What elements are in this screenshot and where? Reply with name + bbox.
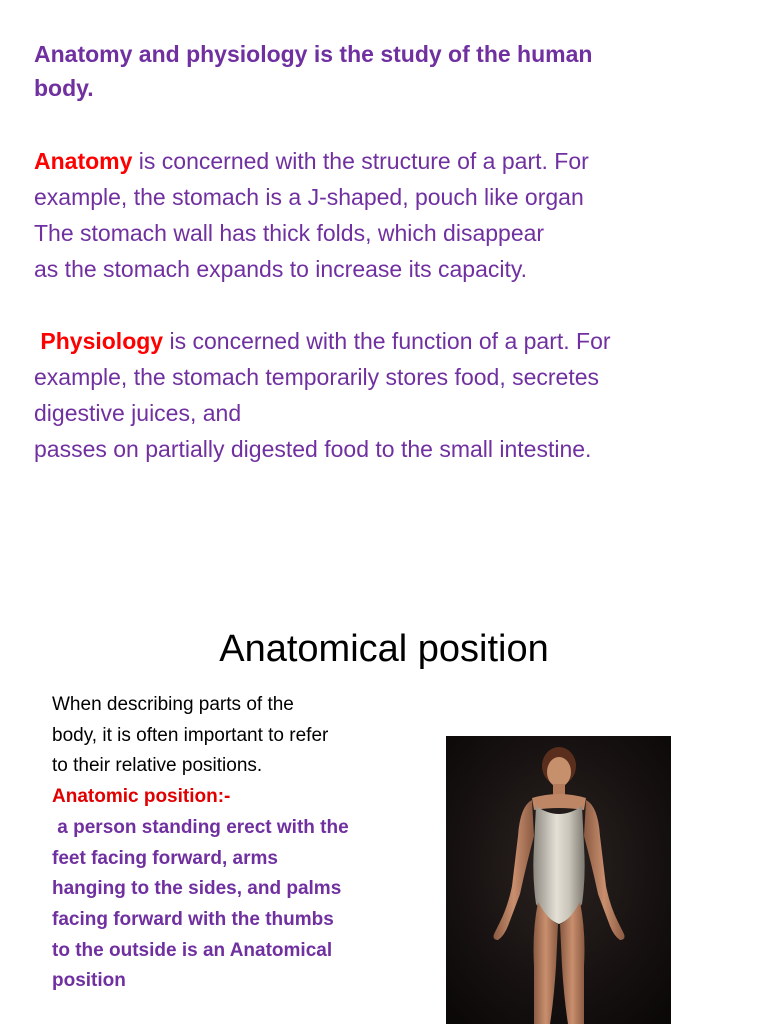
physiology-term: Physiology xyxy=(40,328,164,354)
physiology-line-1-text: is concerned with the function of a part. For xyxy=(163,328,611,354)
person-figure-illustration xyxy=(446,736,671,1024)
definition-line-3: hanging to the sides, and palms xyxy=(52,878,342,900)
intro-text-line-1: When describing parts of the xyxy=(52,694,294,715)
anatomy-line-1-text: is concerned with the structure of a part. For xyxy=(132,148,589,174)
intro-line-1: Anatomy and physiology is the study of the human xyxy=(34,41,593,67)
anatomy-term: Anatomy xyxy=(34,148,133,174)
anatomy-line-2: example, the stomach is a J-shaped, pouch like organ xyxy=(34,184,584,210)
physiology-line-2: example, the stomach temporarily stores food, secretes xyxy=(34,364,600,390)
intro-heading xyxy=(34,37,734,105)
intro-text-line-3: to their relative positions. xyxy=(52,755,263,777)
anatomical-position-text xyxy=(52,690,412,997)
slide-title: Anatomical position xyxy=(219,628,549,670)
anatomy-paragraph xyxy=(34,143,754,287)
definition-line-6: position xyxy=(52,970,126,992)
definition-label: Anatomic position:- xyxy=(52,786,231,808)
intro-line-2: body. xyxy=(34,75,94,101)
definition-line-2: feet facing forward, arms xyxy=(52,847,278,869)
physiology-line-4: passes on partially digested food to the small intestine. xyxy=(34,436,592,462)
anatomy-line-3: The stomach wall has thick folds, which disappear xyxy=(34,220,545,246)
intro-text-line-2: body, it is often important to refer xyxy=(52,724,329,746)
definition-line-1: a person standing erect with the xyxy=(52,816,349,838)
anatomy-line-4: as the stomach expands to increase its capacity. xyxy=(34,256,528,282)
definition-line-4: facing forward with the thumbs xyxy=(52,908,334,930)
physiology-paragraph xyxy=(34,323,754,467)
anatomical-position-photo xyxy=(446,736,671,1024)
definition-line-5: to the outside is an Anatomical xyxy=(52,939,333,961)
physiology-line-1 xyxy=(34,323,754,359)
physiology-line-3: digestive juices, and xyxy=(34,400,242,426)
slide-anatomical-position xyxy=(0,580,768,1024)
anatomy-line-1 xyxy=(34,143,754,179)
